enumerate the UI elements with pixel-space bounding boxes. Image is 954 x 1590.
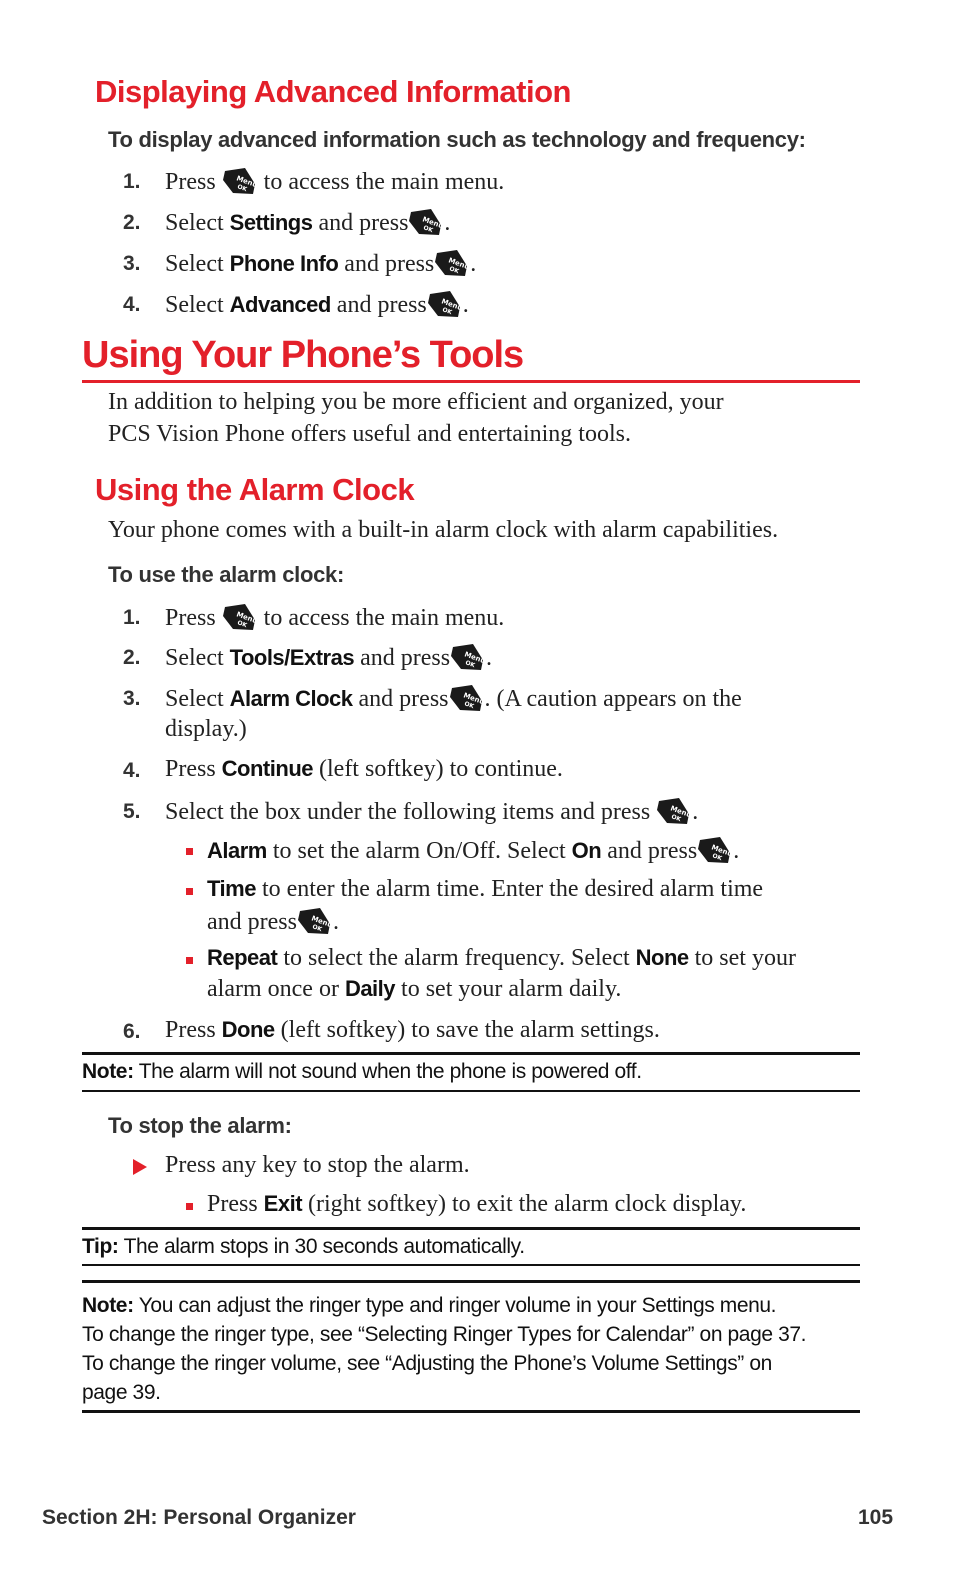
alarm-intro: Your phone comes with a built-in alarm clock with alarm capabilities. — [108, 517, 779, 543]
step-text-end: . — [486, 645, 493, 671]
tip-label: Tip: — [82, 1235, 119, 1258]
tip-rule-top — [82, 1227, 860, 1230]
option-daily: Daily — [344, 976, 396, 1001]
bullet-time — [207, 876, 763, 903]
step-text-post: to access the main menu. — [263, 169, 505, 195]
advanced-info-lead: To display advanced information such as technology and frequency: — [108, 127, 806, 152]
bullet-text: to set your — [694, 945, 796, 971]
step-number: 1. — [123, 170, 141, 193]
step-text — [165, 1017, 660, 1044]
menu-item-phone-info: Phone Info — [229, 251, 339, 276]
menu-ok-key-icon — [435, 249, 469, 277]
note-text: You can adjust the ringer type and ringer volume in your Settings menu. — [138, 1294, 777, 1317]
stop-alarm-item: Press any key to stop the alarm. — [165, 1152, 470, 1178]
step-text — [165, 756, 563, 783]
option-repeat: Repeat — [207, 945, 278, 970]
option-alarm: Alarm — [207, 838, 267, 863]
footer-section: Section 2H: Personal Organizer — [42, 1506, 356, 1529]
note-rule-top — [82, 1052, 860, 1055]
bullet-text: (right softkey) to exit the alarm clock display. — [308, 1191, 747, 1217]
bullet-square — [186, 957, 193, 964]
step-number: 5. — [123, 800, 141, 823]
step-text-post: and press — [336, 292, 427, 318]
bullet-text: Press — [207, 1191, 258, 1217]
option-time: Time — [207, 876, 256, 901]
step-text-pre: Select — [165, 210, 224, 236]
bullet-time-continued — [207, 907, 339, 936]
tip-text: The alarm stops in 30 seconds automatically. — [123, 1235, 525, 1258]
option-none: None — [635, 945, 689, 970]
alarm-lead: To use the alarm clock: — [108, 562, 344, 587]
step-text-continued: display.) — [165, 716, 247, 742]
note-rule-bottom — [82, 1090, 860, 1092]
step-number: 6. — [123, 1020, 141, 1043]
note2-rule-bottom — [82, 1410, 860, 1413]
tools-intro-line1: In addition to helping you be more efficient and organized, your — [108, 389, 724, 415]
step-text-pre: Press — [165, 169, 216, 195]
step-text-pre: Select — [165, 292, 224, 318]
bullet-text: to set your alarm daily. — [401, 976, 622, 1002]
step-text-post: (left softkey) to save the alarm settings. — [280, 1017, 660, 1043]
step-text-end: . — [692, 799, 699, 825]
step-text-end: . — [444, 210, 451, 236]
bullet-repeat-continued — [207, 976, 621, 1003]
menu-ok-key-icon — [451, 643, 485, 671]
menu-item-advanced: Advanced — [229, 292, 331, 317]
step-text-post: to access the main menu. — [263, 605, 505, 631]
arrow-bullet-icon — [133, 1159, 147, 1175]
menu-ok-key-icon — [298, 907, 332, 935]
step-text-pre: Select the box under the following items and press — [165, 799, 651, 825]
page-number: 105 — [858, 1506, 894, 1529]
step-number: 1. — [123, 606, 141, 629]
step-text — [165, 208, 450, 237]
menu-ok-key-icon — [409, 208, 443, 236]
menu-item-tools-extras: Tools/Extras — [229, 645, 355, 670]
note2-line3: To change the ringer volume, see “Adjusting the Phone’s Volume Settings” on — [82, 1352, 772, 1375]
stop-alarm-subitem — [207, 1191, 746, 1218]
tools-intro-line2: PCS Vision Phone offers useful and entertaining tools. — [108, 421, 631, 447]
softkey-done: Done — [221, 1017, 275, 1042]
note-powered-off — [82, 1057, 862, 1086]
softkey-exit: Exit — [263, 1191, 303, 1216]
tip-box — [82, 1232, 862, 1261]
bullet-square — [186, 888, 193, 895]
step-text — [165, 797, 698, 826]
bullet-square — [186, 848, 193, 855]
step-number: 2. — [123, 211, 141, 234]
note-label: Note: — [82, 1060, 134, 1083]
softkey-continue: Continue — [221, 756, 313, 781]
note-ringer-settings — [82, 1291, 862, 1407]
step-text-post: and press — [360, 645, 451, 671]
step-text-end: . — [470, 251, 477, 277]
bullet-text-end: . — [332, 909, 339, 935]
bullet-text: alarm once or — [207, 976, 339, 1002]
step-text-end: . (A caution appears on the — [484, 686, 742, 712]
bullet-text: and press — [607, 838, 698, 864]
section-title-alarm-clock: Using the Alarm Clock — [95, 472, 415, 507]
bullet-repeat — [207, 945, 796, 972]
step-text — [165, 684, 742, 713]
step-text-pre: Press — [165, 605, 216, 631]
step-number: 2. — [123, 646, 141, 669]
bullet-text: and press — [207, 909, 297, 935]
step-text-pre: Select — [165, 686, 224, 712]
note2-line1 — [82, 1291, 862, 1320]
step-text-post: and press — [318, 210, 409, 236]
bullet-alarm — [207, 836, 739, 865]
note2-line2: To change the ringer type, see “Selecting Ringer Types for Calendar” on page 37. — [82, 1323, 807, 1346]
option-on: On — [571, 838, 602, 863]
step-text — [165, 290, 469, 319]
title-underline — [82, 380, 860, 383]
menu-ok-key-icon — [657, 797, 691, 825]
menu-ok-key-icon — [223, 603, 257, 631]
step-text-post: and press — [344, 251, 435, 277]
step-text-post: (left softkey) to continue. — [319, 756, 563, 782]
step-text-pre: Press — [165, 756, 216, 782]
bullet-text-end: . — [733, 838, 740, 864]
step-text-pre: Select — [165, 251, 224, 277]
bullet-square — [186, 1203, 193, 1210]
tip-rule-bottom — [82, 1264, 860, 1266]
bullet-text: to select the alarm frequency. Select — [283, 945, 630, 971]
menu-ok-key-icon — [698, 836, 732, 864]
note-text: The alarm will not sound when the phone is powered off. — [138, 1060, 642, 1083]
step-text-post: and press — [358, 686, 449, 712]
menu-item-settings: Settings — [229, 210, 313, 235]
note-label: Note: — [82, 1294, 134, 1317]
note2-rule-top — [82, 1280, 860, 1283]
step-text-pre: Select — [165, 645, 224, 671]
section-title-advanced-info: Displaying Advanced Information — [95, 74, 571, 109]
note2-line4: page 39. — [82, 1381, 161, 1404]
step-text-end: . — [462, 292, 469, 318]
menu-item-alarm-clock: Alarm Clock — [229, 686, 353, 711]
bullet-text: to enter the alarm time. Enter the desired alarm time — [261, 876, 764, 902]
step-text — [165, 249, 476, 278]
bullet-text: to set the alarm On/Off. Select — [272, 838, 566, 864]
step-text-pre: Press — [165, 1017, 216, 1043]
step-number: 4. — [123, 293, 141, 316]
section-title-phone-tools: Using Your Phone’s Tools — [82, 334, 524, 376]
step-text — [165, 603, 504, 632]
step-text — [165, 167, 504, 196]
step-number: 4. — [123, 759, 141, 782]
stop-alarm-lead: To stop the alarm: — [108, 1113, 292, 1138]
step-number: 3. — [123, 687, 141, 710]
step-text — [165, 643, 492, 672]
menu-ok-key-icon — [450, 684, 484, 712]
menu-ok-key-icon — [223, 167, 257, 195]
menu-ok-key-icon — [428, 290, 462, 318]
step-number: 3. — [123, 252, 141, 275]
